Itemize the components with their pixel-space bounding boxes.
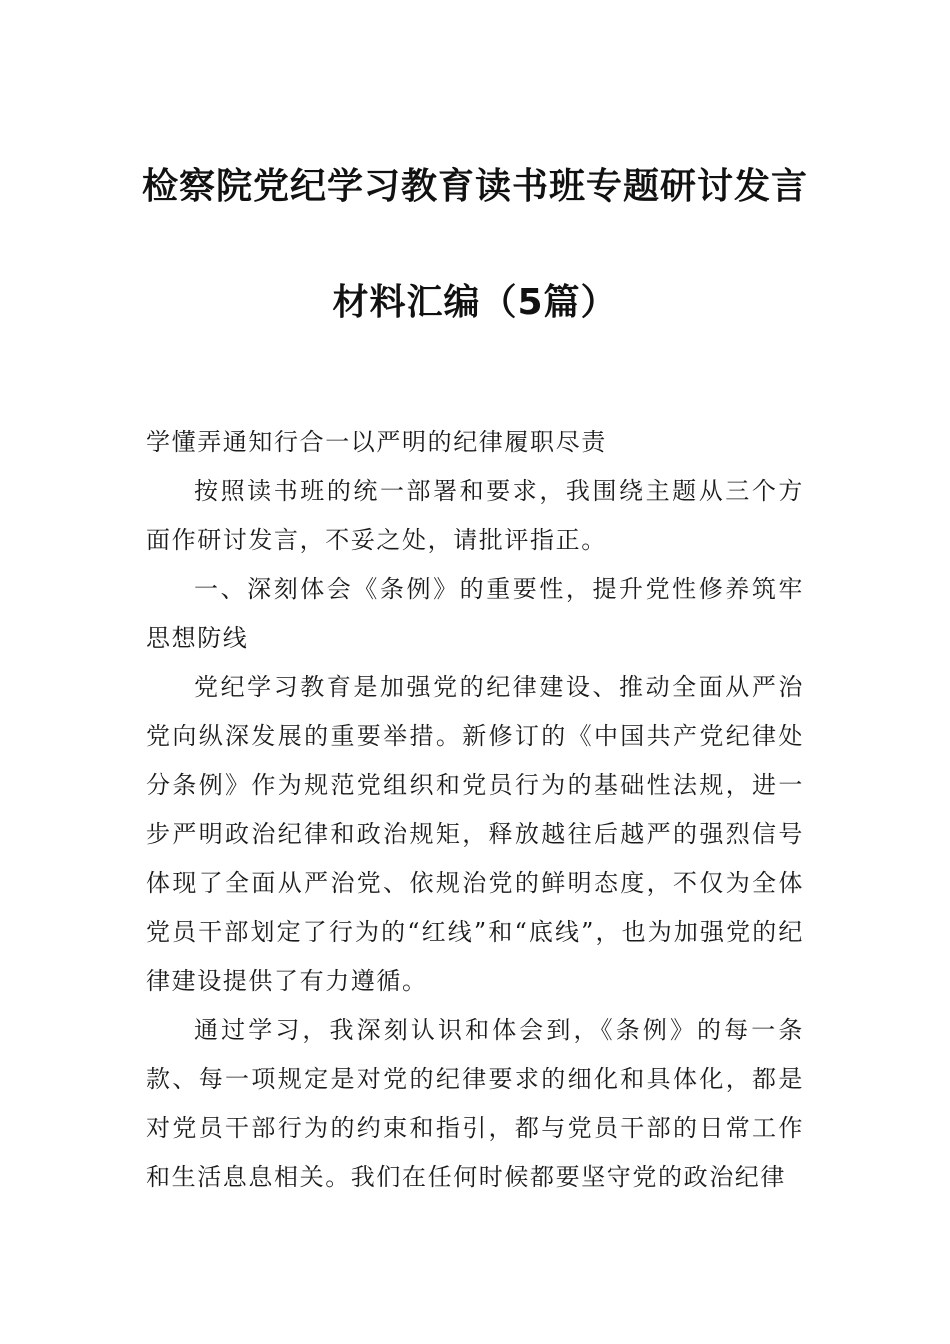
document-body [146, 418, 804, 1202]
body-paragraph-1: 按照读书班的统一部署和要求，我围绕主题从三个方面作研讨发言，不妥之处，请批评指正。 [146, 477, 804, 554]
body-paragraph-3: 通过学习，我深刻认识和体会到，《条例》的每一条款、每一项规定是对党的纪律要求的细化和具体化，都是对党员干部行为的约束和指引，都与党员干部的日常工作和生活息息相关。我们在任何时候都要坚守党的政治纪律 [146, 1016, 804, 1191]
document-title-line-2: 材料汇编（5篇） [332, 282, 618, 323]
section-heading-1: 一、深刻体会《条例》的重要性，提升党性修养筑牢思想防线 [146, 575, 804, 652]
document-subtitle: 学懂弄通知行合一以严明的纪律履职尽责 [146, 428, 607, 456]
body-paragraph-2: 党纪学习教育是加强党的纪律建设、推动全面从严治党向纵深发展的重要举措。新修订的《中国共产党纪律处分条例》作为规范党组织和党员行为的基础性法规，进一步严明政治纪律和政治规矩，释放越往后越严的强烈信号体现了全面从严治党、依规治党的鲜明态度，不仅为全体党员干部划定了行为的“红线”和“底线”，也为加强党的纪律建设提供了有力遵循。 [146, 673, 804, 995]
document-title-line-1: 检察院党纪学习教育读书班专题研讨发言 [141, 166, 808, 207]
